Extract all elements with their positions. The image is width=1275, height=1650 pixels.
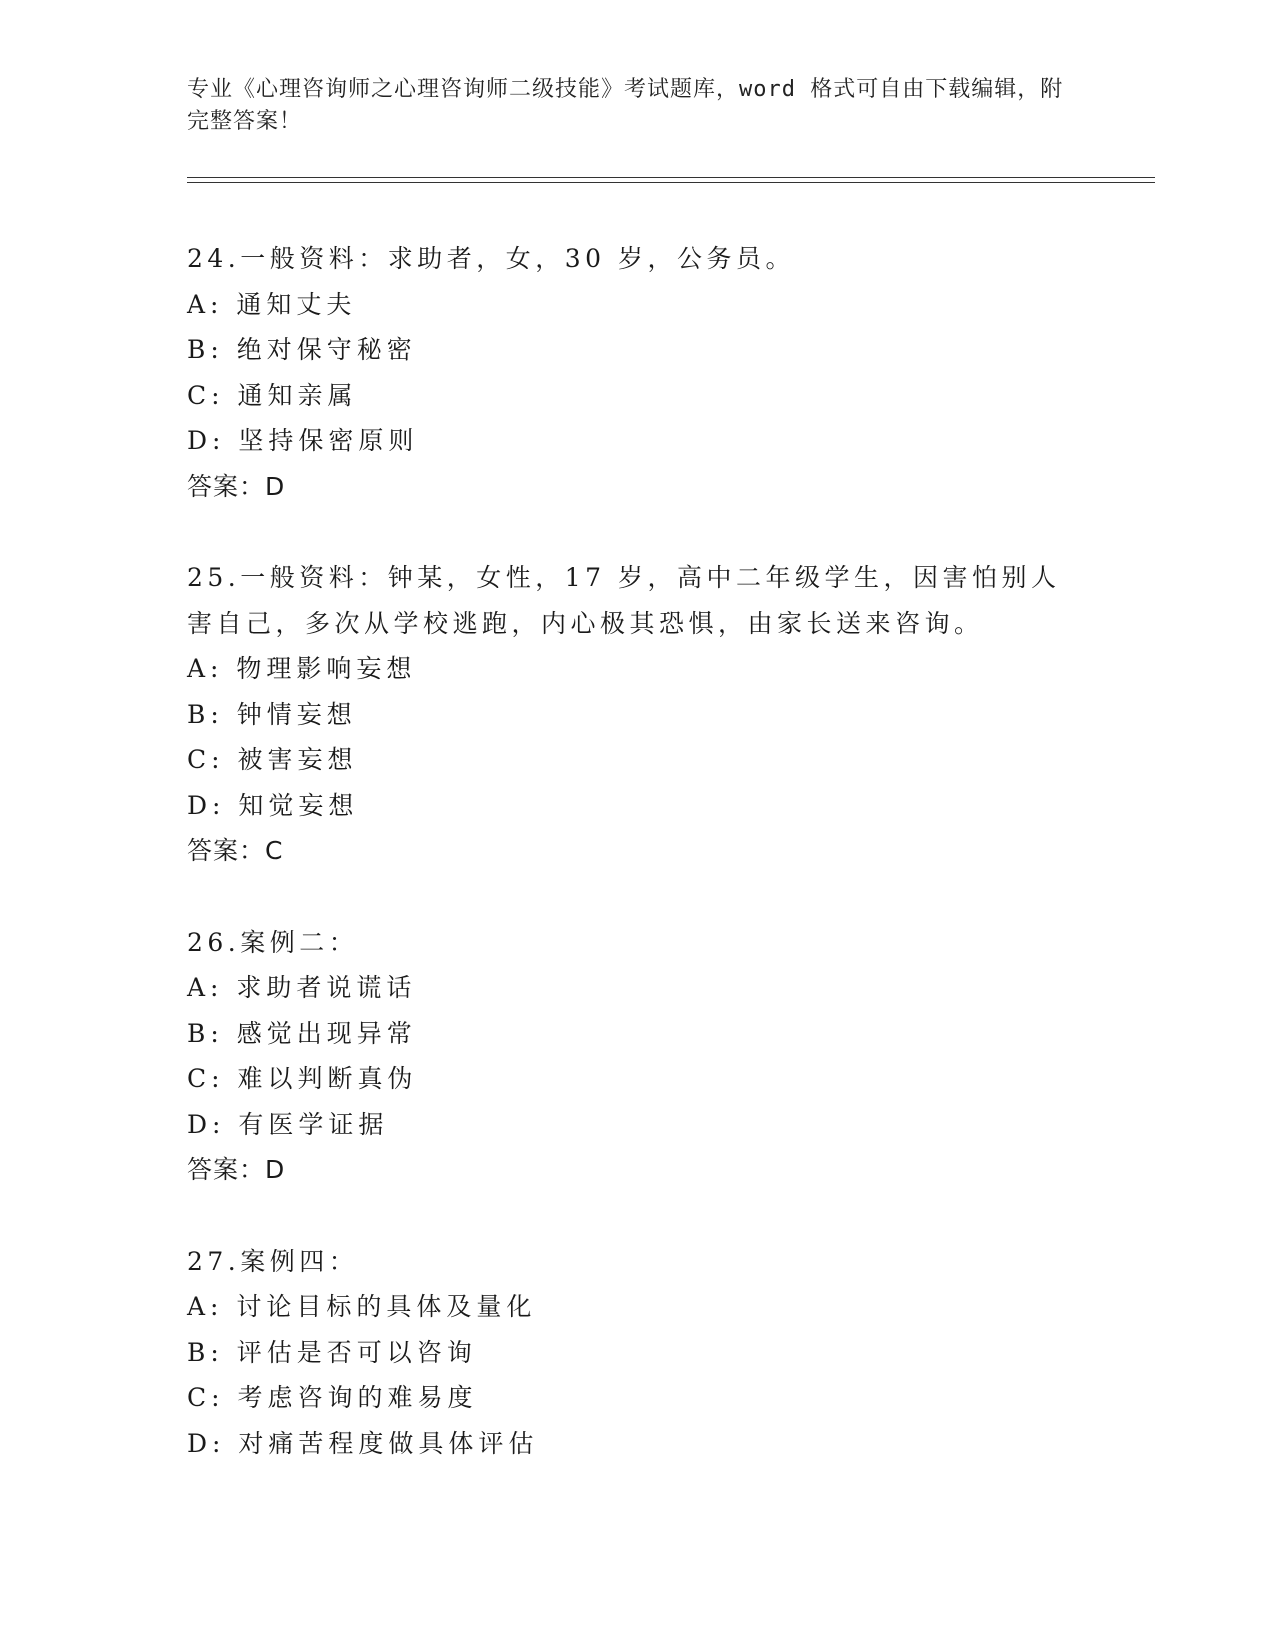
- option-d: D: 有医学证据: [187, 1109, 389, 1139]
- answer-line: 答案：C: [187, 836, 284, 865]
- option-c: C: 考虑咨询的难易度: [187, 1383, 478, 1412]
- question-25: [187, 555, 1087, 874]
- option-b: B: 绝对保守秘密: [187, 335, 417, 364]
- option-b: B: 感觉出现异常: [187, 1018, 417, 1048]
- answer-line: 答案：D: [187, 471, 286, 501]
- question-list: [187, 236, 1087, 1512]
- option-c: C: 通知亲属: [187, 380, 358, 410]
- document-header: 专业《心理咨询师之心理咨询师二级技能》考试题库，word 格式可自由下载编辑，附完整答案！: [187, 77, 1064, 134]
- option-c: C: 难以判断真伪: [187, 1064, 418, 1093]
- option-c: C: 被害妄想: [187, 745, 358, 774]
- option-a: A: 求助者说谎话: [187, 973, 417, 1002]
- question-stem: 24.一般资料：求助者，女，30 岁，公务员。: [187, 244, 796, 273]
- option-d: D: 坚持保密原则: [187, 426, 419, 455]
- option-b: B: 钟情妄想: [187, 699, 357, 729]
- question-stem: 27.案例四：: [187, 1246, 359, 1276]
- option-d: D: 知觉妄想: [187, 790, 359, 820]
- header-divider-bottom: [187, 182, 1155, 183]
- option-a: A: 通知丈夫: [187, 289, 357, 319]
- answer-line: 答案：D: [187, 1155, 286, 1184]
- header-divider-top: [187, 177, 1155, 178]
- option-a: A: 讨论目标的具体及量化: [187, 1292, 537, 1321]
- option-a: A: 物理影响妄想: [187, 654, 417, 683]
- option-b: B: 评估是否可以咨询: [187, 1337, 477, 1367]
- option-d: D: 对痛苦程度做具体评估: [187, 1428, 539, 1458]
- question-stem: 26.案例二：: [187, 927, 359, 957]
- question-24: [187, 236, 1087, 509]
- question-stem: 25.一般资料：钟某，女性，17 岁，高中二年级学生，因害怕别人害自己，多次从学校逃跑，内心极其恐惧，由家长送来咨询。: [187, 563, 1061, 638]
- question-26: [187, 920, 1087, 1193]
- question-27: [187, 1239, 1087, 1467]
